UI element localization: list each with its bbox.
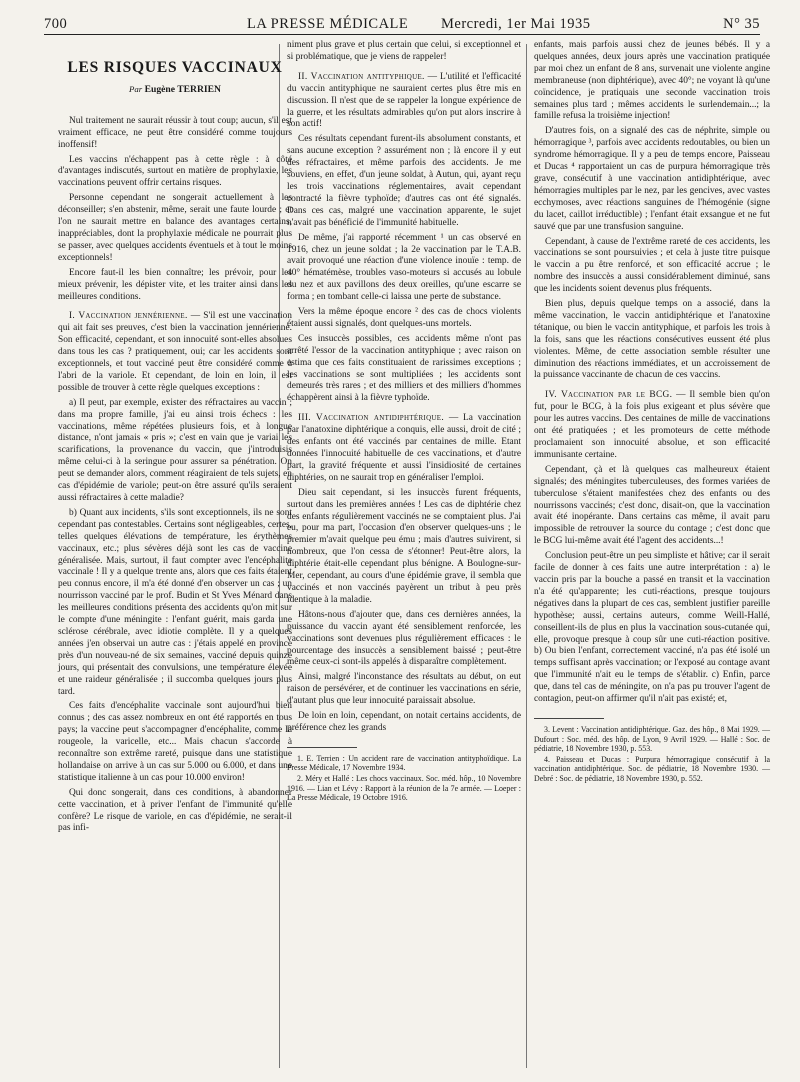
section-paragraph — [287, 413, 521, 484]
article-title: LES RISQUES VACCINAUX — [67, 59, 283, 76]
paragraph: Les vaccins n'échappent pas à cette règle : à côté d'avantages indiscutés, surtout en matière de prophylaxie, les vaccinations peuvent offrir certains risques. — [58, 154, 292, 189]
footnotes — [287, 754, 521, 803]
section-paragraph — [58, 311, 292, 394]
paragraph: b) Quant aux incidents, s'ils sont exceptionnels, ils ne sont cependant pas contestables. Certains sont négligeables, certes, telles quelques élévations de température, les érythèmes vaccinaux, etc.; plus sévères déjà sont les cas de vaccine généralisée. Mais, surtout, il faut compter avec l'encéphalite vaccinale ! Il y a quelque trente ans, alors que ces faits étaient peu connus encore, il m'a été donné d'en observer un cas ; un nourrisson vacciné par le prof. Budin et St Yves Ménard dans les meilleures conditions présenta des accidents qu'on mit sur le compte d'une méningite : l'enfant guérit, mais garda une sclérose cérébrale, avec idiotie complète. Il y a quelques années j'en observai un autre cas : j'étais appelé en province près d'un nouveau-né de six semaines, vacciné depuis quinze jours, qui présentait des convulsions, une température élevée et une raideur généralisée ; il succomba quelques jours plus tard. — [58, 507, 292, 697]
column-divider — [526, 44, 527, 1068]
section-heading: III. Vaccination antidiphtérique. — [298, 413, 444, 424]
section-heading: II. Vaccination antityphique. — [298, 71, 425, 82]
author-prefix: Par — [129, 83, 143, 94]
journal-title: LA PRESSE MÉDICALE — [247, 16, 409, 32]
section-text: — La vaccination par l'anatoxine diphtérique a conquis, elle aussi, droit de cité ; des enfants ont été vaccinés par centaines de mille. Etant données l'innocuité habituelle de ces vaccinations, et d'autre part, la gravité fréquente et aussi l'insidiosité de certaines diphtéries, on ne saurait trop en généraliser l'emploi. — [287, 413, 521, 483]
issue-date: Mercredi, 1er Mai 1935 — [441, 16, 591, 32]
footnote-rule — [534, 718, 604, 719]
footnote: 2. Méry et Hallé : Les chocs vaccinaux. Soc. méd. hôp., 10 Novembre 1916. — Lian et Lévy : Rapport à la réunion de la 7e armée. — Loeper : La Presse Médicale, 19 Octobre 1916. — [287, 774, 521, 803]
text-column-2 — [287, 40, 521, 804]
paragraph: Bien plus, depuis quelque temps on a associé, dans la même vaccination, le vaccin antidiphtérique et l'anatoxine tétanique, ou bien le vaccin antityphique, et parfois les trois à la fois, sans que les réactions consécutives eussent été plus violentes. Même, de cette association semble résulter une diminution des réactions immédiates, et un accroissement de la puissance vaccinante de chacun de ces vaccins. — [534, 299, 770, 381]
author-name: Eugène TERRIEN — [144, 83, 221, 95]
paragraph: Vers la même époque encore ² des cas de chocs violents étaient aussi signalés, dont quelques-uns mortels. — [287, 307, 521, 329]
paragraph: enfants, mais parfois aussi chez de jeunes bébés. Il y a quelques années, deux jours après une vaccination pratiquée par moi chez un enfant de 8 ans, survenait une violente angine membraneuse (non diphtérique), avec 40°; ne voyant là qu'une coïncidence, je pratiquais une seconde vaccination trois semaines plus tard ; mêmes accidents le surlendemain...; la famille refusa la troisième injection! — [534, 40, 770, 122]
paragraph: Qui donc songerait, dans ces conditions, à abandonner cette vaccination, et à priver l'enfant de l'immunité qu'elle confère? Le risque de variole, en cas d'épidémie, ne serait-il pas infi- — [58, 787, 292, 834]
paragraph: De même, j'ai rapporté récemment ¹ un cas observé en 1916, chez un jeune soldat ; la 2e vaccination par le T.A.B. avait provoqué une réaction d'une violence inouïe : temp. de 40° hématémèse, troubles vaso-moteurs si accusés au lobule du nez et aux pavillons des deux oreilles, qu'une escarre se forma ; en tombant celle-ci laissa une perte de substance. — [287, 232, 521, 303]
paragraph: D'autres fois, on a signalé des cas de néphrite, simple ou hémorragique ³, parfois avec accidents redoutables, ou bien un syndrome hémorragique. Il y a peu de temps encore, Paisseau et Ducas ⁴ rapportaient un cas de purpura hémorragique très grave, consécutif à une vaccination antidiphtérique, avec hémorragies multiples par le nez, par les gencives, avec vastes ecchymoses, avec réactions sanguines de l'hémogénie (signe du lacet, caillot irréductible) ; l'enfant était exsangue et ne fut sauvé que par une transfusion sanguine. — [534, 126, 770, 232]
paragraph: Hâtons-nous d'ajouter que, dans ces dernières années, la puissance du vaccin ayant été sensiblement renforcée, les vaccinations sont devenues plus régulièrement efficaces : le pourcentage des insuccès a sensiblement baissé ; peut-être même ceux-ci sont-ils appelés à disparaître complètement. — [287, 609, 521, 668]
section-text: — Il semble bien qu'on fut, pour le BCG, à la fois plus exigeant et plus sévère que pour les autres vaccins. Des centaines de mille de vaccinations ont été pratiquées ; et les promoteurs de cette méthode proclamaient son innocuité absolue, et son efficacité immunisante certaine. — [534, 390, 770, 460]
footnote: 4. Paisseau et Ducas : Purpura hémorragique consécutif à la vaccination antidiphtérique. Soc. de pédiatrie, 18 Novembre 1930. — Debré : Soc. de pédiatrie, 18 Novembre 1930, p. 552. — [534, 754, 770, 783]
section-text: — S'il est une vaccination qui ait fait ses preuves, c'est bien la vaccination jennérienne. Son efficacité, cependant, et son innocuité sont-elles absolues dans tous les cas ? pratiquement, oui; car les accidents sont exceptionnels, et tout vacciné peut être considéré comme à l'abri de la variole. Et cependant, de loin en loin, il est possible de trouver à cette règle quelques exceptions : — [58, 311, 292, 393]
paragraph: Ces faits d'encéphalite vaccinale sont aujourd'hui bien connus ; des cas assez nombreux en ont été rapportés en tous pays; la vaccine peut s'accompagner d'encéphalite, comme la rougeole, la varicelle, etc... Mais chacun s'accorde à reconnaître son extrême rareté, puisque dans une statistique hollandaise on arrive à un cas sur 5.000 ou 6.000, et dans une statistique italienne à un cas pour 10.000 environ! — [58, 701, 292, 783]
footnote: 1. E. Terrien : Un accident rare de vaccination antityphoïdique. La Presse Médicale, 17 Novembre 1934. — [287, 753, 521, 773]
issue-number: N° 35 — [723, 16, 760, 32]
paragraph: niment plus grave et plus certain que celui, si exceptionnel et si problématique, que je viens de rappeler! — [287, 40, 521, 62]
section-heading: IV. Vaccination par le BCG. — [545, 390, 673, 401]
text-column-1 — [58, 40, 292, 838]
paragraph: Personne cependant ne songerait actuellement à les déconseiller; s'en abstenir, même, serait une faute lourde ; et l'on ne saurait mettre en balance des avantages certains, inappréciables, dont la prophylaxie médicale ne pourrait plus se passer, avec quelques accidents éventuels et à tout le moins exceptionnels! — [58, 193, 292, 263]
paragraph: Conclusion peut-être un peu simpliste et hâtive; car il serait facile de donner à ces faits une autre interprétation : a) le vaccin pris par la bouche a passé en transit et la vaccination n'a été qu'apparente; les cuti-réactions, presque toujours négatives dans la plupart de ces cas, semblent justifier pareille hypothèse; aussi, certains auteurs, comme Weill-Hallé, conseillent-ils de plus en plus la vaccination sous-cutanée qui, elle, provoque presque à coup sûr une cuti-réaction positive. b) Ou bien l'enfant, correctement vacciné, n'a pas été isolé un temps suffisant après vaccination; or l'exposé au contage avant que l'immunité n'ait eu le temps de s'établir. c) Enfin, parce que, dans tel cas de méningite, on n'a pas pu trouver l'agent de contagion, peut-on affirmer qu'il n'ait pas existé; et, — [534, 551, 770, 705]
footnotes — [534, 725, 770, 784]
header-rule — [44, 34, 760, 35]
column-body — [58, 116, 292, 836]
section-paragraph — [287, 72, 521, 132]
paragraph: a) Il peut, par exemple, exister des réfractaires au vaccin ; dans ma propre famille, j'ai eu ainsi trois échecs : les vaccinations, même répétées plusieurs fois, et à longue distance, n'ont jamais « pris »; c'est en vain que je variai les scarifications, la provenance du vaccin, que j'introduisis même celui-ci à la seringue pour assurer sa pénétration. On peut se demander alors, comment réagiraient de tels sujets, en cas d'épidémie de variole; peut-on être assuré qu'ils seraient aussi réfractaires à cette maladie? — [58, 397, 292, 503]
paragraph: Nul traitement ne saurait réussir à tout coup; aucun, s'il est vraiment efficace, ne peut être considéré comme toujours inoffensif! — [58, 115, 292, 150]
running-header — [44, 6, 760, 34]
article-byline — [58, 84, 292, 96]
column-body — [287, 40, 521, 735]
section-text: — L'utilité et l'efficacité du vaccin antityphique ne sauraient certes plus être mis en discussion. Il n'est que de se rappeler la longue expérience de la guerre, et les résultats admirables qu'on put alors inscrire à son actif! — [287, 71, 521, 130]
footnote-rule — [287, 747, 357, 748]
paragraph: Cependant, à cause de l'extrême rareté de ces accidents, les vaccinations se sont poursuivies ; et cela à juste titre puisque le vaccin a pu être renforcé, et son efficacité accrue ; le nombre des insuccès a aussi considérablement diminué, sans que les incidents soient devenus plus fréquents. — [534, 236, 770, 295]
paragraph: Cependant, çà et là quelques cas malheureux étaient signalés; des méningites tuberculeuses, des formes variées de tuberculose s'étaient manifestées chez des enfants ou des nourrissons vaccinés; c'est donc, disait-on, que la vaccination avait été inopérante. Dans certains cas même, il avait paru impossible de retrouver la source du contage ; c'est donc que le BCG lui-même avait été l'agent des accidents...! — [534, 464, 770, 547]
text-column-3 — [534, 40, 770, 785]
paragraph: Ces résultats cependant furent-ils absolument constants, et sans aucune exception ? assurément non ; là encore il y eut des réfractaires, et même parfois des accidents. Je me souviens, en effet, d'un jeune soldat, à Autun, qui, ayant reçu les trois vaccinations réglementaires, avait cependant contracté la fièvre typhoïde; d'autres cas ont été signalés. Dans ces cas, malgré une vaccination apparente, le sujet n'avait pas bénéficié de l'immunité habituelle. — [287, 134, 521, 228]
paragraph: Ces insuccès possibles, ces accidents même n'ont pas arrêté l'essor de la vaccination antityphique ; avec raison on estima que ces faits constituaient de rarissimes exceptions ; les vaccinations se sont multipliées ; les accidents sont demeurés très rares ; et des milliers et des milliers d'hommes échappèrent ainsi à la fièvre typhoïde. — [287, 333, 521, 404]
paragraph: De loin en loin, cependant, on notait certains accidents, de préférence chez les grands — [287, 711, 521, 733]
page-number: 700 — [44, 16, 68, 32]
paragraph: Dieu sait cependant, si les insuccès furent fréquents, surtout dans les premières années ! Les cas de diphtérie chez des enfants régulièrement vaccinés ne se comptaient plus. J'ai eu, pour ma part, l'occasion d'en observer quelques-uns ; le premier m'avait quelque peu ému ; mais d'autres suivirent, si nombreux, que l'on cessa de s'étonner! Peut-être alors, la diphtérie était-elle cependant plus bénigne. A Boulogne-sur-Mer, cependant, au cours d'une épidémie grave, il sembla que vaccinés et non vaccinés payèrent un tribut à peu près identique à la maladie. — [287, 487, 521, 605]
footnote: 3. Levent : Vaccination antidiphtérique. Gaz. des hôp., 8 Mai 1929. — Dufourt : Soc. méd. des hôp. de Lyon, 9 Avril 1929. — Hallé : Soc. de pédiatrie, 18 Novembre 1930, p. 553. — [534, 724, 770, 754]
paragraph: Encore faut-il les bien connaître; les prévoir, pour les mieux prévenir, les dépister vite, et les traiter ainsi dans les meilleures conditions. — [58, 267, 292, 302]
section-heading: I. Vaccination jennérienne. — [69, 311, 188, 322]
paragraph: Ainsi, malgré l'inconstance des résultats au début, on eut raison de persévérer, et de continuer les vaccinations en série, d'autant plus que leur innocuité paraissait absolue. — [287, 672, 521, 707]
section-paragraph — [534, 390, 770, 461]
column-body — [534, 40, 770, 706]
